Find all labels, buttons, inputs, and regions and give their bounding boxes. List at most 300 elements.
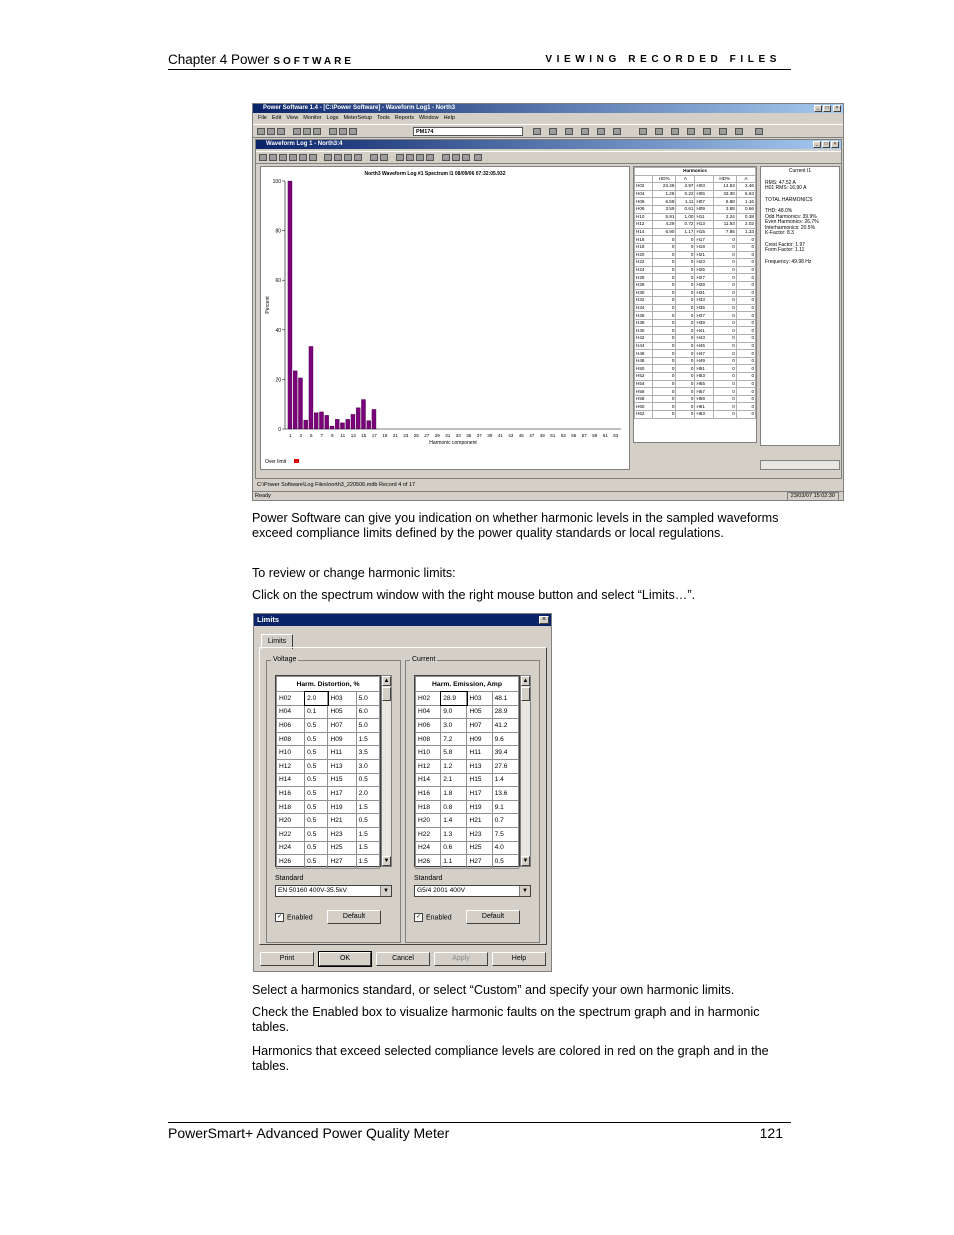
bar: [298, 378, 302, 429]
table-cell: 0: [713, 350, 736, 358]
harmonic-label-cell: H27: [328, 855, 356, 869]
table-cell: H62: [635, 411, 653, 419]
table-cell: 14.53: [713, 183, 736, 191]
limit-value-cell[interactable]: 0.5: [492, 855, 518, 869]
save-icon[interactable]: [267, 128, 275, 135]
table-cell: 2.02: [736, 221, 755, 229]
harmonic-label-cell: H26: [416, 855, 441, 869]
table-cell: H45: [695, 342, 713, 350]
menu-item-metersetup[interactable]: MeterSetup: [343, 115, 372, 121]
table-cell: H31: [695, 289, 713, 297]
table-cell: 0: [713, 312, 736, 320]
child-close-button[interactable]: ×: [831, 141, 839, 148]
limit-value-cell[interactable]: 1.5: [356, 827, 379, 841]
limit-value-cell[interactable]: 0.5: [305, 719, 328, 733]
bar: [325, 415, 329, 429]
table-cell: 0: [736, 251, 755, 259]
limit-value-cell[interactable]: 1.1: [441, 855, 467, 869]
horizontal-scrollbar[interactable]: [760, 460, 840, 470]
paragraph-intro: Power Software can give you indication on whether harmonic levels in the sampled waveforms exceed compliance limits defined by the power quality standards or local regulations.: [252, 511, 779, 540]
next-record-icon[interactable]: [416, 154, 424, 161]
voltage-label: Voltage: [273, 656, 297, 663]
device-select[interactable]: PM174: [413, 127, 523, 136]
harmonics-log-icon[interactable]: [719, 128, 727, 135]
page-footer: [168, 1122, 791, 1141]
limit-value-cell[interactable]: 0.5: [305, 746, 328, 760]
spectrum-svg[interactable]: [261, 167, 629, 469]
multi-chart-icon[interactable]: [279, 154, 287, 161]
x-tick-label: 15: [361, 433, 367, 438]
child-minimize-button[interactable]: _: [813, 141, 821, 148]
table-cell: 0: [713, 274, 736, 282]
table-row: [635, 327, 756, 335]
limit-value-cell[interactable]: 0.5: [305, 814, 328, 828]
table-cell: 0: [653, 312, 676, 320]
harmonic-label-cell: H21: [328, 814, 356, 828]
current-scrollbar[interactable]: [520, 675, 531, 867]
table-cell: 0: [676, 395, 695, 403]
limit-value-cell[interactable]: 1.5: [356, 841, 379, 855]
limit-value-cell[interactable]: 3.0: [441, 719, 467, 733]
x-tick-label: 33: [455, 433, 461, 438]
harmonics-table: [633, 166, 757, 443]
menu-item-window[interactable]: Window: [419, 115, 439, 121]
open-icon[interactable]: [257, 128, 265, 135]
file-status: C:\Power Software\Log Files\north3_220506.mdb Record 4 of 17: [257, 482, 416, 488]
table-cell: 0: [736, 236, 755, 244]
table-row: [635, 190, 756, 198]
table-cell: 5.91: [653, 213, 676, 221]
harmonic-label-cell: H02: [416, 692, 441, 706]
select-icon[interactable]: [299, 154, 307, 161]
harmonic-label-cell: H06: [416, 719, 441, 733]
spectrum-chart[interactable]: [260, 166, 630, 470]
table-cell: H37: [695, 312, 713, 320]
bar: [330, 426, 334, 429]
table-cell: 0: [676, 365, 695, 373]
chevron-down-icon[interactable]: ▼: [380, 886, 391, 896]
zoom-icon[interactable]: [370, 154, 378, 161]
table-cell: 0: [736, 342, 755, 350]
monitor-icon[interactable]: [549, 128, 557, 135]
table-cell: 0: [676, 380, 695, 388]
limit-value-cell[interactable]: 39.4: [492, 746, 518, 760]
table-cell: H19: [695, 243, 713, 251]
limit-value-cell[interactable]: 1.4: [441, 814, 467, 828]
limit-value-cell[interactable]: 0.7: [492, 814, 518, 828]
table-row: [277, 732, 380, 746]
limit-value-cell[interactable]: 13.6: [492, 787, 518, 801]
limit-value-cell[interactable]: 28.9: [441, 692, 467, 706]
table-cell: H42: [635, 335, 653, 343]
limit-value-cell[interactable]: 1.2: [441, 759, 467, 773]
limit-value-cell[interactable]: 0.8: [441, 800, 467, 814]
table-cell: 1.11: [676, 198, 695, 206]
undo-icon[interactable]: [442, 154, 450, 161]
limit-value-cell[interactable]: 1.3: [441, 827, 467, 841]
table-cell: 0: [713, 266, 736, 274]
table-cell: H35: [695, 304, 713, 312]
table-row: [635, 304, 756, 312]
table-cell: H50: [635, 365, 653, 373]
harmonic-label-cell: H16: [416, 787, 441, 801]
x-tick-label: 11: [340, 433, 346, 438]
limit-value-cell[interactable]: 9.1: [492, 800, 518, 814]
voltage-limits-grid[interactable]: [275, 675, 381, 867]
voltage-standard-select[interactable]: EN 50160 400V-35.5kV ▼: [275, 885, 392, 897]
table-cell: 3.88: [713, 205, 736, 213]
table-cell: H02: [635, 183, 653, 191]
summary-inter: Interharmonics: 20.5%: [765, 224, 816, 231]
page-number: 121: [759, 1125, 783, 1141]
menu-item-view[interactable]: View: [286, 115, 299, 121]
summary-rms: RMS: 47.52 A: [765, 179, 796, 186]
harmonic-label-cell: H23: [467, 827, 492, 841]
apply-button[interactable]: Apply: [434, 952, 488, 966]
table-cell: 0: [676, 327, 695, 335]
voltage-scrollbar[interactable]: [381, 675, 392, 867]
harmonics-table-title: Harmonics: [635, 168, 756, 176]
table-cell: 0: [653, 388, 676, 396]
limit-value-cell[interactable]: 27.6: [492, 759, 518, 773]
table-cell: 0: [653, 304, 676, 312]
limits-tab-pane: [259, 647, 547, 945]
limit-value-cell[interactable]: 9.6: [492, 732, 518, 746]
limit-value-cell[interactable]: 4.0: [492, 841, 518, 855]
image-icon[interactable]: [597, 128, 605, 135]
checkbox-checked-icon[interactable]: ✓: [415, 914, 422, 920]
table-cell: H46: [635, 350, 653, 358]
limit-value-cell[interactable]: 0.6: [441, 841, 467, 855]
table-cell: H52: [635, 373, 653, 381]
menu-item-reports[interactable]: Reports: [394, 115, 415, 121]
x-tick-label: 61: [602, 433, 608, 438]
harmonics-icon[interactable]: [703, 128, 711, 135]
scroll-thumb[interactable]: [521, 687, 530, 701]
summary-h01: H01 RMS: 16.90 A: [765, 185, 807, 191]
limit-value-cell[interactable]: 2.0: [305, 692, 328, 706]
table-row: [277, 692, 380, 706]
limit-value-cell[interactable]: 9.0: [441, 705, 467, 719]
bar: [367, 421, 371, 429]
chart-icon[interactable]: [565, 128, 573, 135]
limit-value-cell[interactable]: 5.0: [356, 719, 379, 733]
harmonic-label-cell: H08: [277, 732, 305, 746]
scroll-up-icon[interactable]: ▲: [522, 678, 529, 684]
disk-icon[interactable]: [277, 128, 285, 135]
chart-view-icon[interactable]: [269, 154, 277, 161]
menu-item-monitor[interactable]: Monitor: [303, 115, 322, 121]
menu-item-file[interactable]: File: [258, 115, 267, 121]
limit-value-cell[interactable]: 0.5: [356, 814, 379, 828]
harmonic-label-cell: H10: [416, 746, 441, 760]
table-row: [416, 759, 519, 773]
prev-record-icon[interactable]: [406, 154, 414, 161]
harmonic-label-cell: H04: [277, 705, 305, 719]
table-cell: H27: [695, 274, 713, 282]
harmonic-label-cell: H25: [328, 841, 356, 855]
dialog-close-button[interactable]: ×: [539, 616, 549, 624]
limit-value-cell[interactable]: 28.9: [492, 705, 518, 719]
harmonic-label-cell: H12: [277, 759, 305, 773]
limit-value-cell[interactable]: 3.0: [356, 759, 379, 773]
zoom-out-icon[interactable]: [380, 154, 388, 161]
table-cell: 0: [713, 304, 736, 312]
table-row: [635, 236, 756, 244]
print-button[interactable]: Print: [260, 952, 314, 966]
table-row: [635, 342, 756, 350]
close-button[interactable]: ×: [833, 105, 841, 112]
child-maximize-button[interactable]: □: [822, 141, 830, 148]
table-cell: H07: [695, 198, 713, 206]
harmonics-header: A: [676, 175, 695, 183]
y-tick-label: 80: [275, 228, 281, 235]
scroll-down-icon[interactable]: ▼: [522, 858, 529, 864]
table-cell: H32: [635, 297, 653, 305]
bar: [346, 419, 350, 429]
table-row: [635, 289, 756, 297]
table-cell: 4.29: [653, 221, 676, 229]
mail-icon[interactable]: [613, 128, 621, 135]
table-row: [416, 732, 519, 746]
table-cell: 0.66: [736, 205, 755, 213]
table-cell: 0: [736, 297, 755, 305]
ok-button[interactable]: OK: [319, 952, 371, 966]
table-cell: 0: [676, 388, 695, 396]
table-cell: 0: [653, 259, 676, 267]
hz-icon[interactable]: [309, 154, 317, 161]
limit-value-cell[interactable]: 1.4: [492, 773, 518, 787]
table-cell: 0: [713, 251, 736, 259]
table-cell: 0: [653, 297, 676, 305]
current-limits-grid[interactable]: [414, 675, 520, 867]
table-row: [416, 719, 519, 733]
table-row: [635, 357, 756, 365]
limit-value-cell[interactable]: 0.5: [305, 800, 328, 814]
paste-icon[interactable]: [313, 128, 321, 135]
options-icon[interactable]: [344, 154, 352, 161]
info-icon[interactable]: [462, 154, 470, 161]
overlay-chart-icon[interactable]: [289, 154, 297, 161]
harmonic-label-cell: H08: [416, 732, 441, 746]
scroll-down-icon[interactable]: ▼: [383, 858, 390, 864]
table-cell: 1.00: [676, 213, 695, 221]
waveform-icon[interactable]: [581, 128, 589, 135]
harmonic-label-cell: H04: [416, 705, 441, 719]
x-tick-label: 43: [508, 433, 514, 438]
table-cell: 0: [736, 274, 755, 282]
table-cell: H22: [635, 259, 653, 267]
summary-freq: Frequency: 49.98 Hz: [765, 258, 812, 265]
menu-item-tools[interactable]: Tools: [376, 115, 390, 121]
child-help-icon[interactable]: [474, 154, 482, 161]
table-row: [416, 841, 519, 855]
limit-value-cell[interactable]: 3.5: [356, 746, 379, 760]
limit-value-cell[interactable]: 0.5: [305, 841, 328, 855]
table-row: [416, 692, 519, 706]
table-row: [416, 705, 519, 719]
current-enabled-checkbox[interactable]: ✓ Enabled: [415, 914, 452, 922]
toolbar: [253, 124, 843, 138]
harmonic-label-cell: H14: [416, 773, 441, 787]
table-cell: 0: [653, 380, 676, 388]
tab-limits[interactable]: Limits: [261, 634, 293, 649]
limit-value-cell[interactable]: 6.0: [356, 705, 379, 719]
maximize-button[interactable]: □: [823, 105, 831, 112]
stop-icon[interactable]: [639, 128, 647, 135]
table-cell: 0: [653, 289, 676, 297]
harmonic-label-cell: H17: [467, 787, 492, 801]
table-cell: 0: [653, 236, 676, 244]
scroll-up-icon[interactable]: ▲: [383, 678, 390, 684]
copy-icon[interactable]: [303, 128, 311, 135]
grid-icon[interactable]: [687, 128, 695, 135]
preview-icon[interactable]: [339, 128, 347, 135]
table-cell: H53: [695, 373, 713, 381]
current-standard-select[interactable]: G5/4 2001 400V ▼: [414, 885, 531, 897]
harmonic-label-cell: H15: [467, 773, 492, 787]
limit-value-cell[interactable]: 0.5: [305, 759, 328, 773]
limit-value-cell[interactable]: 5.0: [356, 692, 379, 706]
last-record-icon[interactable]: [426, 154, 434, 161]
help-icon[interactable]: [755, 128, 763, 135]
y-tick-label: 40: [275, 327, 281, 334]
table-cell: H06: [635, 198, 653, 206]
limit-value-cell[interactable]: 7.5: [492, 827, 518, 841]
table-cell: 0: [676, 373, 695, 381]
table-cell: 0: [676, 319, 695, 327]
limit-value-cell[interactable]: 2.0: [356, 787, 379, 801]
limit-value-cell[interactable]: 0.5: [356, 773, 379, 787]
window-icon[interactable]: [655, 128, 663, 135]
harmonic-label-cell: H22: [277, 827, 305, 841]
table-cell: 0: [653, 357, 676, 365]
table-cell: 0: [676, 335, 695, 343]
cut-icon[interactable]: [293, 128, 301, 135]
harmonic-label-cell: H25: [467, 841, 492, 855]
table-cell: 0: [653, 335, 676, 343]
table-row: [635, 281, 756, 289]
limit-value-cell[interactable]: 5.8: [441, 746, 467, 760]
table-row: [635, 243, 756, 251]
refresh-icon[interactable]: [452, 154, 460, 161]
table-row: [635, 403, 756, 411]
table-cell: 0: [713, 297, 736, 305]
table-row: [635, 251, 756, 259]
limit-value-cell[interactable]: 0.5: [305, 827, 328, 841]
chevron-down-icon[interactable]: ▼: [519, 886, 530, 896]
limit-value-cell[interactable]: 7.2: [441, 732, 467, 746]
table-cell: 0: [653, 274, 676, 282]
limit-value-cell[interactable]: 2.1: [441, 773, 467, 787]
table-cell: 0.38: [736, 213, 755, 221]
table-cell: 0: [713, 289, 736, 297]
harmonic-label-cell: H06: [277, 719, 305, 733]
table-cell: H44: [635, 342, 653, 350]
limit-value-cell[interactable]: 0.1: [305, 705, 328, 719]
table-cell: 0: [676, 342, 695, 350]
limit-value-cell[interactable]: 1.5: [356, 800, 379, 814]
harmonic-label-cell: H14: [277, 773, 305, 787]
table-cell: H61: [695, 403, 713, 411]
checkbox-checked-icon[interactable]: ✓: [276, 914, 283, 920]
cursor-icon[interactable]: [324, 154, 332, 161]
scale-icon[interactable]: [354, 154, 362, 161]
current-default-button[interactable]: Default: [466, 910, 520, 924]
table-cell: H59: [695, 395, 713, 403]
harmonic-label-cell: H24: [277, 841, 305, 855]
table-cell: 7.85: [713, 228, 736, 236]
table-cell: 0: [676, 411, 695, 419]
scroll-thumb[interactable]: [382, 687, 391, 701]
limit-value-cell[interactable]: 0.5: [305, 773, 328, 787]
bar: [335, 419, 339, 429]
table-cell: 0: [676, 289, 695, 297]
x-tick-label: 31: [445, 433, 451, 438]
table-cell: H13: [695, 221, 713, 229]
voltage-default-button[interactable]: Default: [327, 910, 381, 924]
limit-value-cell[interactable]: 1.5: [356, 855, 379, 869]
limit-value-cell[interactable]: 1.5: [356, 732, 379, 746]
table-cell: 0: [676, 236, 695, 244]
table-cell: 11.93: [713, 221, 736, 229]
menu-item-help[interactable]: Help: [443, 115, 455, 121]
x-tick-label: 57: [581, 433, 587, 438]
limit-value-cell[interactable]: 41.2: [492, 719, 518, 733]
table-cell: 0: [713, 236, 736, 244]
status-bar: [253, 491, 843, 500]
limit-value-cell[interactable]: 0.5: [305, 787, 328, 801]
menu-item-logs[interactable]: Logs: [326, 115, 339, 121]
limit-value-cell[interactable]: 1.8: [441, 787, 467, 801]
menu-item-edit[interactable]: Edit: [271, 115, 282, 121]
table-row: [277, 814, 380, 828]
table-row: [635, 274, 756, 282]
table-cell: 0: [676, 266, 695, 274]
marker-icon[interactable]: [334, 154, 342, 161]
table-cell: H56: [635, 388, 653, 396]
connect-icon[interactable]: [671, 128, 679, 135]
x-tick-label: 19: [382, 433, 388, 438]
limit-value-cell[interactable]: 48.1: [492, 692, 518, 706]
table-row: [416, 800, 519, 814]
bar: [351, 414, 355, 429]
x-tick-label: 13: [350, 433, 356, 438]
section-title: VIEWING RECORDED FILES: [545, 54, 781, 65]
table-icon[interactable]: [533, 128, 541, 135]
voltage-group: [266, 656, 401, 943]
print-icon[interactable]: [329, 128, 337, 135]
export-icon[interactable]: [349, 128, 357, 135]
help-button[interactable]: Help: [492, 952, 546, 966]
voltage-enabled-checkbox[interactable]: ✓ Enabled: [276, 914, 313, 922]
table-cell: 0: [653, 342, 676, 350]
table-cell: 0: [713, 365, 736, 373]
table-row: [416, 773, 519, 787]
table-view-icon[interactable]: [259, 154, 267, 161]
cancel-button[interactable]: Cancel: [376, 952, 430, 966]
table-cell: 0: [713, 243, 736, 251]
limit-value-cell[interactable]: 0.5: [305, 732, 328, 746]
first-record-icon[interactable]: [396, 154, 404, 161]
minimize-button[interactable]: _: [814, 105, 822, 112]
x-tick-label: 49: [539, 433, 545, 438]
x-tick-label: 23: [403, 433, 409, 438]
harmonics-report-icon[interactable]: [735, 128, 743, 135]
limit-value-cell[interactable]: 0.5: [305, 855, 328, 869]
x-tick-label: 1: [288, 433, 292, 438]
table-row: [635, 350, 756, 358]
